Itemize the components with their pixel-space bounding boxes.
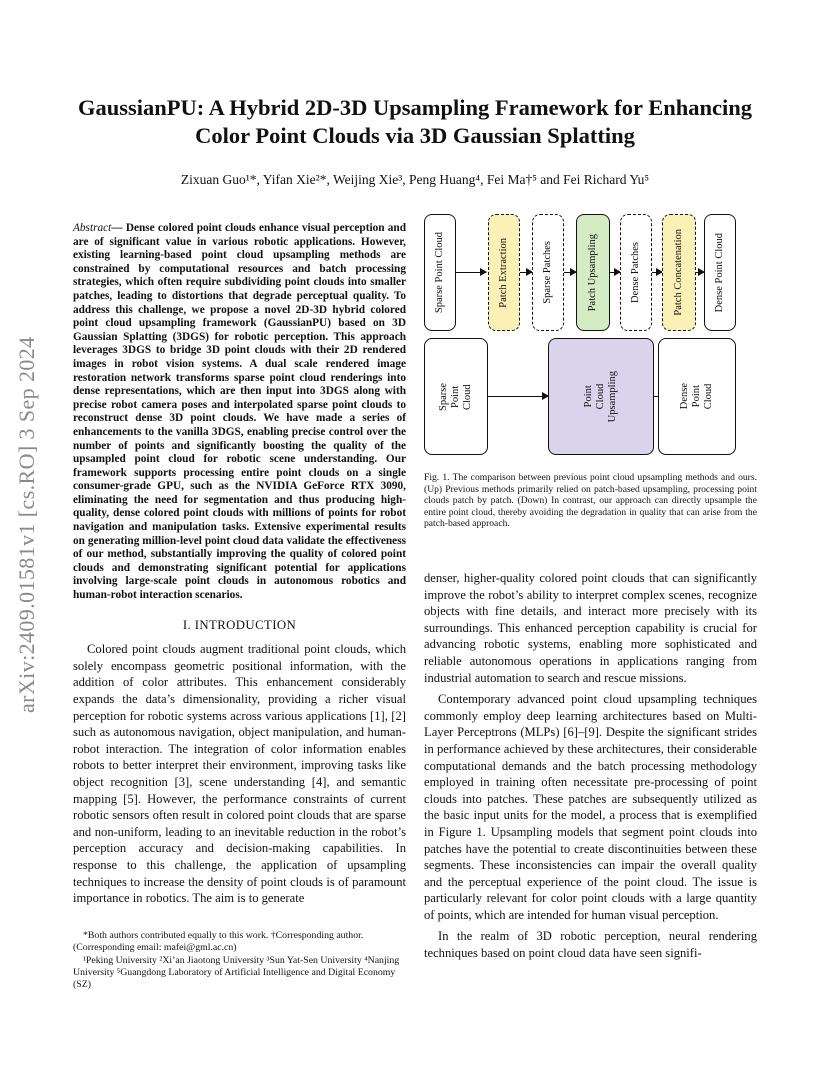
diagram-arrow xyxy=(488,396,548,397)
footnote-equal-contribution: *Both authors contributed equally to this work. †Corresponding author. (Corresponding email: mafei@gml.ac.cn) xyxy=(73,930,364,953)
diagram-box-sparse-point-cloud xyxy=(424,214,456,331)
abstract-text: — Dense colored point clouds enhance visual perception and are of significant value in various robotic applications. However, existing learning-based point cloud upsampling methods are constrained by computational resources and batch processing strategies, which often require subdividing point clouds into smaller patches, leading to distortions that degrade perceptual quality. To address this challenge, we propose a novel 2D-3D hybrid colored point cloud upsampling framework (GaussianPU) based on 3D Gaussian Splatting (3DGS) for robotic perception. This approach leverages 3DGS to bridge 3D point clouds with their 2D rendered images in robot vision systems. A dual scale rendered image restoration network transforms sparse point cloud renderings into dense representations, which are then input into 3DGS along with precise robot camera poses and interpolated sparse point clouds to reconstruct dense 3D point clouds. We have made a series of enhancements to the vanilla 3DGS, enabling precise control over the number of points and significantly boosting the quality of the upsampled point cloud for robotic scene understanding. Our framework supports processing entire point clouds on a single consumer-grade GPU, such as the NVIDIA GeForce RTX 3090, eliminating the need for segmentation and thus producing high-quality, dense colored point clouds with millions of points for robot navigation and manipulation tasks. Extensive experimental results on generating million-level point cloud data validate the effectiveness of our method, substantially improving the quality of colored point clouds and demonstrating significant potential for applications involving large-scale point clouds in autonomous robotics and human-robot interaction scenarios. xyxy=(73,222,406,602)
diagram-arrow xyxy=(652,272,662,273)
section-heading-introduction: I. INTRODUCTION xyxy=(182,617,297,632)
title-line-2: Color Point Clouds via 3D Gaussian Splatting xyxy=(195,123,635,148)
diagram-box-patch-concatenation xyxy=(662,214,696,331)
diagram-box-dense-point-cloud xyxy=(704,214,736,331)
diagram-box-dense-point-cloud-ours xyxy=(658,338,736,455)
diagram-box-dense-patches xyxy=(620,214,652,331)
diagram-label: Dense Point Cloud xyxy=(679,383,714,410)
left-column xyxy=(73,222,406,907)
diagram-label: Sparse Point Cloud xyxy=(438,382,473,411)
right-column xyxy=(424,570,757,967)
diagram-box-point-cloud-upsampling xyxy=(548,338,654,455)
diagram-label: Dense Patches xyxy=(630,242,641,303)
diagram-arrow xyxy=(696,272,704,273)
figure-1-diagram xyxy=(424,208,757,458)
diagram-label: Sparse Patches xyxy=(542,241,553,304)
diagram-arrow xyxy=(520,272,532,273)
paper-title xyxy=(70,94,760,150)
diagram-box-patch-upsampling xyxy=(576,214,610,331)
footnotes xyxy=(73,930,406,992)
right-paragraph-continued: denser, higher-quality colored point clouds that can significantly improve the robot’s ability to interpret complex scenes, recognize objects with fine details, and interact more precisely with its surroundings. This enhanced perception capability is crucial for advancing robotic systems, enabling more sophisticated and reliable autonomous operations in applications ranging from industrial automation to search and rescue missions. xyxy=(424,571,757,685)
diagram-label: Patch Concatenation xyxy=(673,229,684,316)
diagram-label: Point Cloud Upsampling xyxy=(583,370,618,423)
intro-paragraph: Colored point clouds augment traditional point clouds, which solely encompass geometric positional information, with the addition of color attributes. This enhancement considerably expands the data’s dimensionality, providing a richer visual perception for robotic systems across various applications [1], [2] such as autonomous navigation, object manipulation, and human-robot interaction. The integration of color information enables robots to better interpret their environment, improving tasks like object recognition [3], scene understanding [4], and semantic mapping [5]. However, the performance constraints of current robotic sensors often result in colored point clouds that are sparse and non-uniform, leading to an inevitable reduction in the robot’s perception accuracy and decision-making capabilities. In response to this challenge, the application of upsampling techniques to increase the density of point clouds is of paramount importance in robotics. The aim is to generate xyxy=(73,642,406,906)
arxiv-identifier: arXiv:2409.01581v1 [cs.RO] 3 Sep 2024 xyxy=(14,336,39,714)
abstract xyxy=(73,222,406,603)
abstract-label: Abstract xyxy=(73,222,112,234)
diagram-box-sparse-patches xyxy=(532,214,564,331)
diagram-label: Patch Extraction xyxy=(498,237,509,308)
author-list: Zixuan Guo¹*, Yifan Xie²*, Weijing Xie³, Peng Huang⁴, Fei Ma†⁵ and Fei Richard Yu⁵ xyxy=(180,172,650,187)
diagram-arrow xyxy=(456,272,486,273)
diagram-box-patch-extraction xyxy=(488,214,520,331)
diagram-label: Dense Point Cloud xyxy=(714,232,725,313)
title-line-1: GaussianPU: A Hybrid 2D-3D Upsampling Framework for Enhancing xyxy=(77,95,753,120)
footnote-affiliations: ¹Peking University ²Xi’an Jiaotong University ³Sun Yat-Sen University ⁴Nanjing University ⁵Guangdong Laboratory of Artificial Intelligence and Digital Economy (SZ) xyxy=(73,955,400,990)
diagram-label: Patch Upsampling xyxy=(587,233,598,312)
diagram-arrow xyxy=(564,272,576,273)
diagram-arrow xyxy=(610,272,620,273)
right-paragraph-neural-rendering: In the realm of 3D robotic perception, neural rendering techniques based on point cloud data have seen signifi- xyxy=(424,929,757,961)
figure-1-caption: Fig. 1. The comparison between previous point cloud upsampling methods and ours. (Up) Previous methods primarily relied on patch-based upsampling, processing point clouds patch by patch. (Down) In contrast, our approach can directly upsample the entire point cloud, thereby avoiding the degradation in quality that can arise from the patch-based approach. xyxy=(424,472,757,530)
diagram-box-sparse-point-cloud-ours xyxy=(424,338,488,455)
right-paragraph-mlp: Contemporary advanced point cloud upsampling techniques commonly employ deep learning architectures based on Multi-Layer Perceptrons (MLPs) [6]–[9]. Despite the significant strides in performance achieved by these architectures, their considerable computational demands and the batch processing methodology employed in training often necessitate pre-processing of point clouds into patches. These patches are subsequently utilized as the basic input units for the model, a process that is exemplified in Figure 1. Upsampling models that segment point clouds into patches have the potential to create discontinuities between these segments. These inconsistencies can impair the overall quality and the perceptual experience of the point cloud. The issue is particularly relevant for color point clouds with a large quantity of points, which are intended for human visual perception. xyxy=(424,692,757,922)
diagram-label: Sparse Point Cloud xyxy=(434,231,445,314)
introduction-body xyxy=(73,641,406,907)
